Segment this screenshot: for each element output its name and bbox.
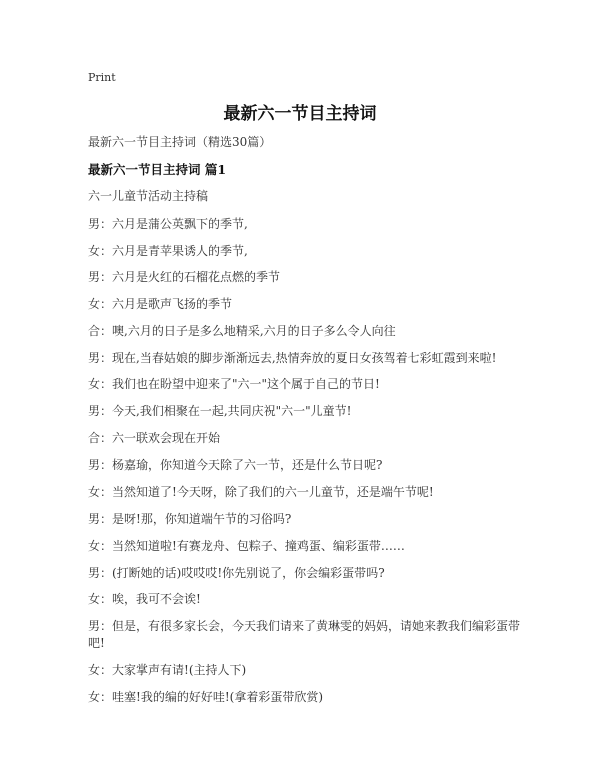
print-label: Print (88, 71, 116, 84)
script-line: 男：六月是火红的石榴花点燃的季节 (88, 270, 281, 284)
script-line: 女：我们也在盼望中迎来了"六一"这个属于自己的节日! (88, 377, 380, 391)
script-line: 合：六一联欢会现在开始 (88, 431, 221, 445)
section-heading: 最新六一节目主持词 篇1 (88, 162, 227, 177)
script-line: 女：唉，我可不会诶! (88, 592, 201, 606)
script-line: 男：杨嘉瑜，你知道今天除了六一节，还是什么节日呢? (88, 458, 383, 472)
script-line: 男：今天,我们相聚在一起,共同庆祝"六一"儿童节! (88, 404, 352, 418)
script-line: 男：现在,当春姑娘的脚步渐渐远去,热情奔放的夏日女孩驾着七彩虹霞到来啦! (88, 351, 497, 365)
script-line: 男：是呀!那，你知道端午节的习俗吗? (88, 512, 292, 526)
script-line: 女：大家掌声有请!(主持人下) (88, 663, 247, 677)
script-line: 六一儿童节活动主持稿 (88, 189, 209, 203)
script-line: 女：哇塞!我的编的好好哇!(拿着彩蛋带欣赏) (88, 690, 324, 704)
script-line: 女：六月是青苹果诱人的季节, (88, 244, 248, 258)
document-subtitle: 最新六一节目主持词（精选30篇） (88, 135, 272, 149)
script-line: 男：(打断她的话)哎哎哎!你先别说了，你会编彩蛋带吗? (88, 566, 385, 580)
script-line: 女：当然知道了!今天呀，除了我们的六一儿童节，还是端午节呢! (88, 485, 434, 499)
page-title: 最新六一节目主持词 (223, 104, 377, 124)
script-line: 合：噢,六月的日子是多么地精采,六月的日子多么令人向往 (88, 324, 396, 338)
script-line: 女：当然知道啦!有赛龙舟、包粽子、撞鸡蛋、编彩蛋带…… (88, 539, 405, 553)
script-line: 女：六月是歌声飞扬的季节 (88, 297, 233, 311)
script-line: 男：六月是蒲公英飘下的季节, (88, 217, 248, 231)
script-line: 男：但是，有很多家长会，今天我们请来了黄琳雯的妈妈，请她来教我们编彩蛋带吧! (88, 619, 521, 650)
